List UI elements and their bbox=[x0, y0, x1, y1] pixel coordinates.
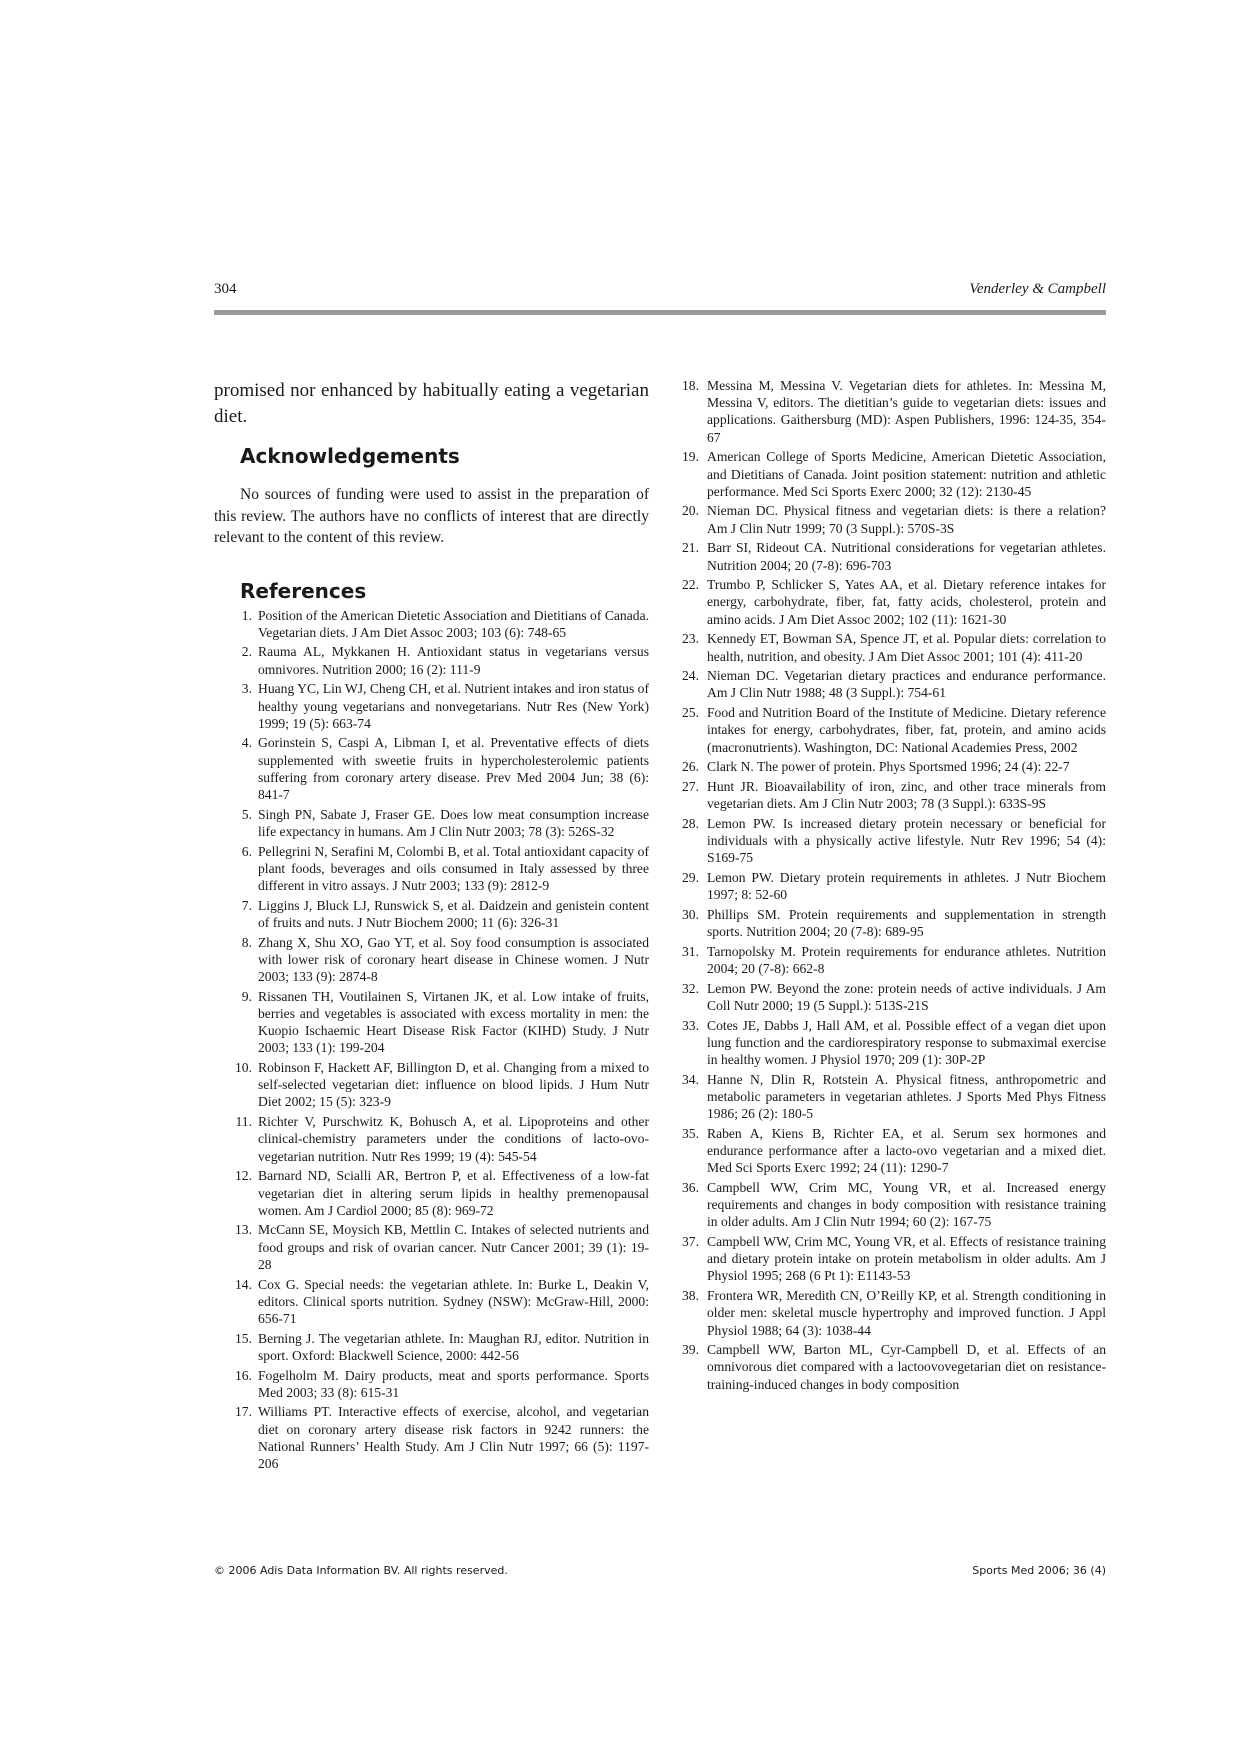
reference-number: 13. bbox=[235, 1222, 252, 1238]
reference-item bbox=[214, 806, 649, 840]
reference-item bbox=[214, 1330, 649, 1364]
reference-item bbox=[214, 643, 649, 677]
copyright-notice: © 2006 Adis Data Information BV. All rights reserved. bbox=[214, 1564, 508, 1577]
running-title: Venderley & Campbell bbox=[969, 281, 1106, 297]
reference-item bbox=[671, 943, 1106, 977]
reference-item bbox=[214, 680, 649, 732]
reference-text: Trumbo P, Schlicker S, Yates AA, et al. Dietary reference intakes for energy, carbohydrate, fiber, fat, fatty acids, cholesterol, protein and amino acids. J Am Diet Assoc 2002; 102 (11): 1621-30 bbox=[707, 577, 1106, 627]
reference-number: 11. bbox=[235, 1114, 252, 1130]
reference-item bbox=[214, 1276, 649, 1328]
reference-text: Zhang X, Shu XO, Gao YT, et al. Soy food consumption is associated with lower risk of coronary heart disease in Chinese women. J Nutr 2003; 133 (9): 2874-8 bbox=[258, 934, 649, 985]
reference-text: Hanne N, Dlin R, Rotstein A. Physical fitness, anthropometric and metabolic parameters in vegetarian athletes. J Sports Med Phys Fitness 1986; 26 (2): 180-5 bbox=[707, 1071, 1106, 1122]
reference-item bbox=[671, 1179, 1106, 1231]
reference-item bbox=[214, 607, 649, 641]
reference-number: 39. bbox=[682, 1342, 699, 1358]
reference-item bbox=[214, 1113, 649, 1165]
journal-citation: Sports Med 2006; 36 (4) bbox=[972, 1564, 1106, 1577]
reference-text: Nieman DC. Physical fitness and vegetarian diets: is there a relation? Am J Clin Nutr 1999; 70 (3 Suppl.): 570S-3S bbox=[707, 503, 1106, 536]
reference-item bbox=[671, 667, 1106, 701]
reference-item bbox=[214, 1221, 649, 1273]
reference-item bbox=[214, 843, 649, 895]
page-number: 304 bbox=[214, 281, 237, 297]
reference-number: 12. bbox=[235, 1168, 252, 1184]
page-header bbox=[214, 281, 1106, 309]
right-column bbox=[671, 373, 1106, 1395]
reference-item bbox=[214, 1403, 649, 1472]
reference-number: 2. bbox=[241, 644, 252, 660]
reference-text: Clark N. The power of protein. Phys Sportsmed 1996; 24 (4): 22-7 bbox=[707, 759, 1070, 775]
reference-number: 27. bbox=[682, 778, 699, 794]
reference-number: 38. bbox=[682, 1288, 699, 1304]
reference-number: 32. bbox=[682, 980, 699, 996]
references-heading: References bbox=[240, 578, 367, 603]
reference-number: 19. bbox=[682, 449, 699, 465]
reference-text: Lemon PW. Beyond the zone: protein needs of active individuals. J Am Coll Nutr 2000; 19 (5 Suppl.): 513S-21S bbox=[707, 980, 1106, 1013]
reference-number: 29. bbox=[682, 869, 699, 885]
reference-text: Rissanen TH, Voutilainen S, Virtanen JK, et al. Low intake of fruits, berries and vegetables is associated with excess mortality in men: the Kuopio Ischaemic Heart Disease Risk Factor (KIHD) Study. J Nutr 2003; 133 (1): 199-204 bbox=[258, 988, 649, 1056]
acknowledgements-text: No sources of funding were used to assist in the preparation of this review. The authors have no conflicts of interest that are directly relevant to the content of this review. bbox=[214, 486, 649, 546]
reference-number: 16. bbox=[235, 1367, 252, 1383]
reference-item bbox=[671, 1017, 1106, 1069]
reference-number: 20. bbox=[682, 503, 699, 519]
reference-item bbox=[214, 1167, 649, 1219]
reference-text: Huang YC, Lin WJ, Cheng CH, et al. Nutrient intakes and iron status of healthy young vegetarians and nonvegetarians. Nutr Res (New York) 1999; 19 (5): 663-74 bbox=[258, 681, 649, 731]
reference-number: 23. bbox=[682, 631, 699, 647]
reference-text: Rauma AL, Mykkanen H. Antioxidant status in vegetarians versus omnivores. Nutrition 2000; 16 (2): 111-9 bbox=[258, 644, 649, 677]
reference-item bbox=[671, 1341, 1106, 1393]
reference-item bbox=[671, 1287, 1106, 1339]
reference-number: 15. bbox=[235, 1330, 252, 1346]
reference-number: 37. bbox=[682, 1234, 699, 1250]
reference-text: Gorinstein S, Caspi A, Libman I, et al. Preventative effects of diets supplemented with sweetie fruits in hypercholesterolemic patients suffering from coronary artery disease. Prev Med 2004 Jun; 38 (6): 841-7 bbox=[258, 735, 649, 803]
reference-number: 3. bbox=[241, 681, 252, 697]
reference-item bbox=[671, 869, 1106, 903]
reference-number: 24. bbox=[682, 668, 699, 684]
reference-item bbox=[214, 988, 649, 1057]
reference-text: Robinson F, Hackett AF, Billington D, et al. Changing from a mixed to self-selected vegetarian diet: influence on blood lipids. J Hum Nutr Diet 2002; 15 (5): 323-9 bbox=[258, 1060, 649, 1110]
reference-text: Hunt JR. Bioavailability of iron, zinc, and other trace minerals from vegetarian diets. Am J Clin Nutr 2003; 78 (3 Suppl.): 633S-9S bbox=[707, 778, 1106, 812]
reference-item bbox=[671, 630, 1106, 664]
reference-number: 10. bbox=[235, 1060, 252, 1076]
reference-text: Liggins J, Bluck LJ, Runswick S, et al. Daidzein and genistein content of fruits and nuts. J Nutr Biochem 2000; 11 (6): 326-31 bbox=[258, 897, 649, 930]
reference-item bbox=[214, 1059, 649, 1111]
reference-item bbox=[214, 734, 649, 803]
reference-item bbox=[671, 502, 1106, 536]
lead-text: promised nor enhanced by habitually eating a vegetarian diet. bbox=[214, 380, 649, 427]
reference-list-right bbox=[671, 377, 1106, 1393]
reference-item bbox=[214, 1367, 649, 1401]
reference-text: Barr SI, Rideout CA. Nutritional considerations for vegetarian athletes. Nutrition 2004; 20 (7-8): 696-703 bbox=[707, 540, 1106, 573]
reference-text: Frontera WR, Meredith CN, O’Reilly KP, et al. Strength conditioning in older men: skeletal muscle hypertrophy and improved function. J Appl Physiol 1988; 64 (3): 1038-44 bbox=[707, 1288, 1106, 1338]
reference-item bbox=[671, 576, 1106, 628]
reference-item bbox=[671, 778, 1106, 812]
reference-number: 22. bbox=[682, 577, 699, 593]
reference-number: 31. bbox=[682, 943, 699, 959]
reference-item bbox=[671, 815, 1106, 867]
reference-text: Campbell WW, Crim MC, Young VR, et al. Effects of resistance training and dietary protein intake on protein metabolism in older adults. Am J Physiol 1995; 268 (6 Pt 1): E1143-53 bbox=[707, 1234, 1106, 1284]
acknowledgements-heading: Acknowledgements bbox=[240, 444, 460, 468]
reference-text: Messina M, Messina V. Vegetarian diets for athletes. In: Messina M, Messina V, editors. The dietitian’s guide to vegetarian diets: issues and applications. Gaithersburg (MD): Aspen Publishers, 1996: 124-35, 354-67 bbox=[707, 378, 1106, 445]
reference-text: McCann SE, Moysich KB, Mettlin C. Intakes of selected nutrients and food groups and risk of ovarian cancer. Nutr Cancer 2001; 39 (1): 19-28 bbox=[258, 1222, 649, 1272]
reference-item bbox=[671, 906, 1106, 940]
reference-text: Food and Nutrition Board of the Institute of Medicine. Dietary reference intakes for energy, carbohydrates, fiber, fat, protein, and amino acids (macronutrients). Washington, DC: National Academies Press, 2002 bbox=[707, 705, 1106, 755]
reference-text: Fogelholm M. Dairy products, meat and sports performance. Sports Med 2003; 33 (8): 615-31 bbox=[258, 1367, 649, 1400]
reference-item bbox=[214, 897, 649, 931]
reference-number: 35. bbox=[682, 1125, 699, 1141]
reference-number: 9. bbox=[241, 988, 252, 1004]
reference-item bbox=[671, 1125, 1106, 1177]
reference-text: Williams PT. Interactive effects of exercise, alcohol, and vegetarian diet on coronary artery disease risk factors in 9242 runners: the National Runners’ Health Study. Am J Clin Nutr 1997; 66 (5): 1197-206 bbox=[258, 1404, 649, 1472]
reference-text: Phillips SM. Protein requirements and supplementation in strength sports. Nutrition 2004; 20 (7-8): 689-95 bbox=[707, 906, 1106, 940]
reference-text: Cox G. Special needs: the vegetarian athlete. In: Burke L, Deakin V, editors. Clinical sports nutrition. Sydney (NSW): McGraw-Hill, 2000: 656-71 bbox=[258, 1276, 649, 1326]
reference-text: Pellegrini N, Serafini M, Colombi B, et al. Total antioxidant capacity of plant foods, beverages and oils consumed in Italy assessed by three different in vitro assays. J Nutr 2003; 133 (9): 2812-9 bbox=[258, 843, 649, 894]
reference-item bbox=[671, 758, 1106, 775]
reference-number: 36. bbox=[682, 1179, 699, 1195]
reference-text: Berning J. The vegetarian athlete. In: Maughan RJ, editor. Nutrition in sport. Oxford: Blackwell Science, 2000: 442-56 bbox=[258, 1330, 649, 1363]
reference-number: 25. bbox=[682, 705, 699, 721]
reference-number: 34. bbox=[682, 1071, 699, 1087]
reference-item bbox=[671, 704, 1106, 756]
reference-text: Richter V, Purschwitz K, Bohusch A, et al. Lipoproteins and other clinical-chemistry parameters under the conditions of lacto-ovo-vegetarian nutrition. Nutr Res 1999; 19 (4): 545-54 bbox=[258, 1114, 649, 1164]
reference-item bbox=[671, 539, 1106, 573]
reference-text: Barnard ND, Scialli AR, Bertron P, et al. Effectiveness of a low-fat vegetarian diet in altering serum lipids in healthy premenopausal women. Am J Cardiol 2000; 85 (8): 969-72 bbox=[258, 1168, 649, 1218]
reference-text: Nieman DC. Vegetarian dietary practices and endurance performance. Am J Clin Nutr 1988; 48 (3 Suppl.): 754-61 bbox=[707, 668, 1106, 701]
reference-text: Campbell WW, Crim MC, Young VR, et al. Increased energy requirements and changes in body composition with resistance training in older adults. Am J Clin Nutr 1994; 60 (2): 167-75 bbox=[707, 1179, 1106, 1230]
reference-text: Campbell WW, Barton ML, Cyr-Campbell D, et al. Effects of an omnivorous diet compared with a lactoovovegetarian diet on resistance-training-induced changes in body composition bbox=[707, 1342, 1106, 1392]
reference-item bbox=[671, 1233, 1106, 1285]
reference-number: 14. bbox=[235, 1276, 252, 1292]
reference-item bbox=[214, 934, 649, 986]
reference-text: Lemon PW. Is increased dietary protein necessary or beneficial for individuals with a physically active lifestyle. Nutr Rev 1996; 54 (4): S169-75 bbox=[707, 815, 1106, 866]
reference-number: 6. bbox=[241, 843, 252, 859]
reference-number: 17. bbox=[235, 1404, 252, 1420]
reference-item bbox=[671, 448, 1106, 500]
reference-number: 7. bbox=[241, 897, 252, 913]
reference-number: 30. bbox=[682, 906, 699, 922]
reference-number: 5. bbox=[241, 806, 252, 822]
reference-text: Lemon PW. Dietary protein requirements in athletes. J Nutr Biochem 1997; 8: 52-60 bbox=[707, 869, 1106, 903]
left-column bbox=[214, 372, 649, 1475]
reference-number: 26. bbox=[682, 759, 699, 775]
reference-number: 33. bbox=[682, 1017, 699, 1033]
reference-item bbox=[671, 1071, 1106, 1123]
reference-text: Raben A, Kiens B, Richter EA, et al. Serum sex hormones and endurance performance after a lacto-ovo vegetarian and a mixed diet. Med Sci Sports Exerc 1992; 24 (11): 1290-7 bbox=[707, 1125, 1106, 1176]
reference-number: 4. bbox=[241, 735, 252, 751]
reference-text: Position of the American Dietetic Association and Dietitians of Canada. Vegetarian diets. J Am Diet Assoc 2003; 103 (6): 748-65 bbox=[258, 607, 649, 640]
reference-text: Kennedy ET, Bowman SA, Spence JT, et al. Popular diets: correlation to health, nutrition, and obesity. J Am Diet Assoc 2001; 101 (4): 411-20 bbox=[707, 631, 1106, 664]
reference-text: Cotes JE, Dabbs J, Hall AM, et al. Possible effect of a vegan diet upon lung function and the cardiorespiratory response to submaximal exercise in healthy women. J Physiol 1970; 209 (1): 30P-2P bbox=[707, 1017, 1106, 1068]
reference-number: 21. bbox=[682, 540, 699, 556]
reference-text: American College of Sports Medicine, American Dietetic Association, and Dietitians of Canada. Joint position statement: nutrition and athletic performance. Med Sci Sports Exerc 2000; 32 (12): 2130-45 bbox=[707, 449, 1106, 499]
header-rule bbox=[214, 310, 1106, 315]
reference-number: 8. bbox=[241, 934, 252, 950]
reference-text: Singh PN, Sabate J, Fraser GE. Does low meat consumption increase life expectancy in humans. Am J Clin Nutr 2003; 78 (3): 526S-32 bbox=[258, 806, 649, 839]
reference-item bbox=[671, 377, 1106, 446]
reference-number: 18. bbox=[682, 378, 699, 393]
reference-number: 28. bbox=[682, 815, 699, 831]
reference-list-left bbox=[214, 607, 649, 1473]
reference-number: 1. bbox=[241, 607, 252, 623]
reference-item bbox=[671, 980, 1106, 1014]
reference-text: Tarnopolsky M. Protein requirements for endurance athletes. Nutrition 2004; 20 (7-8): 662-8 bbox=[707, 943, 1106, 976]
